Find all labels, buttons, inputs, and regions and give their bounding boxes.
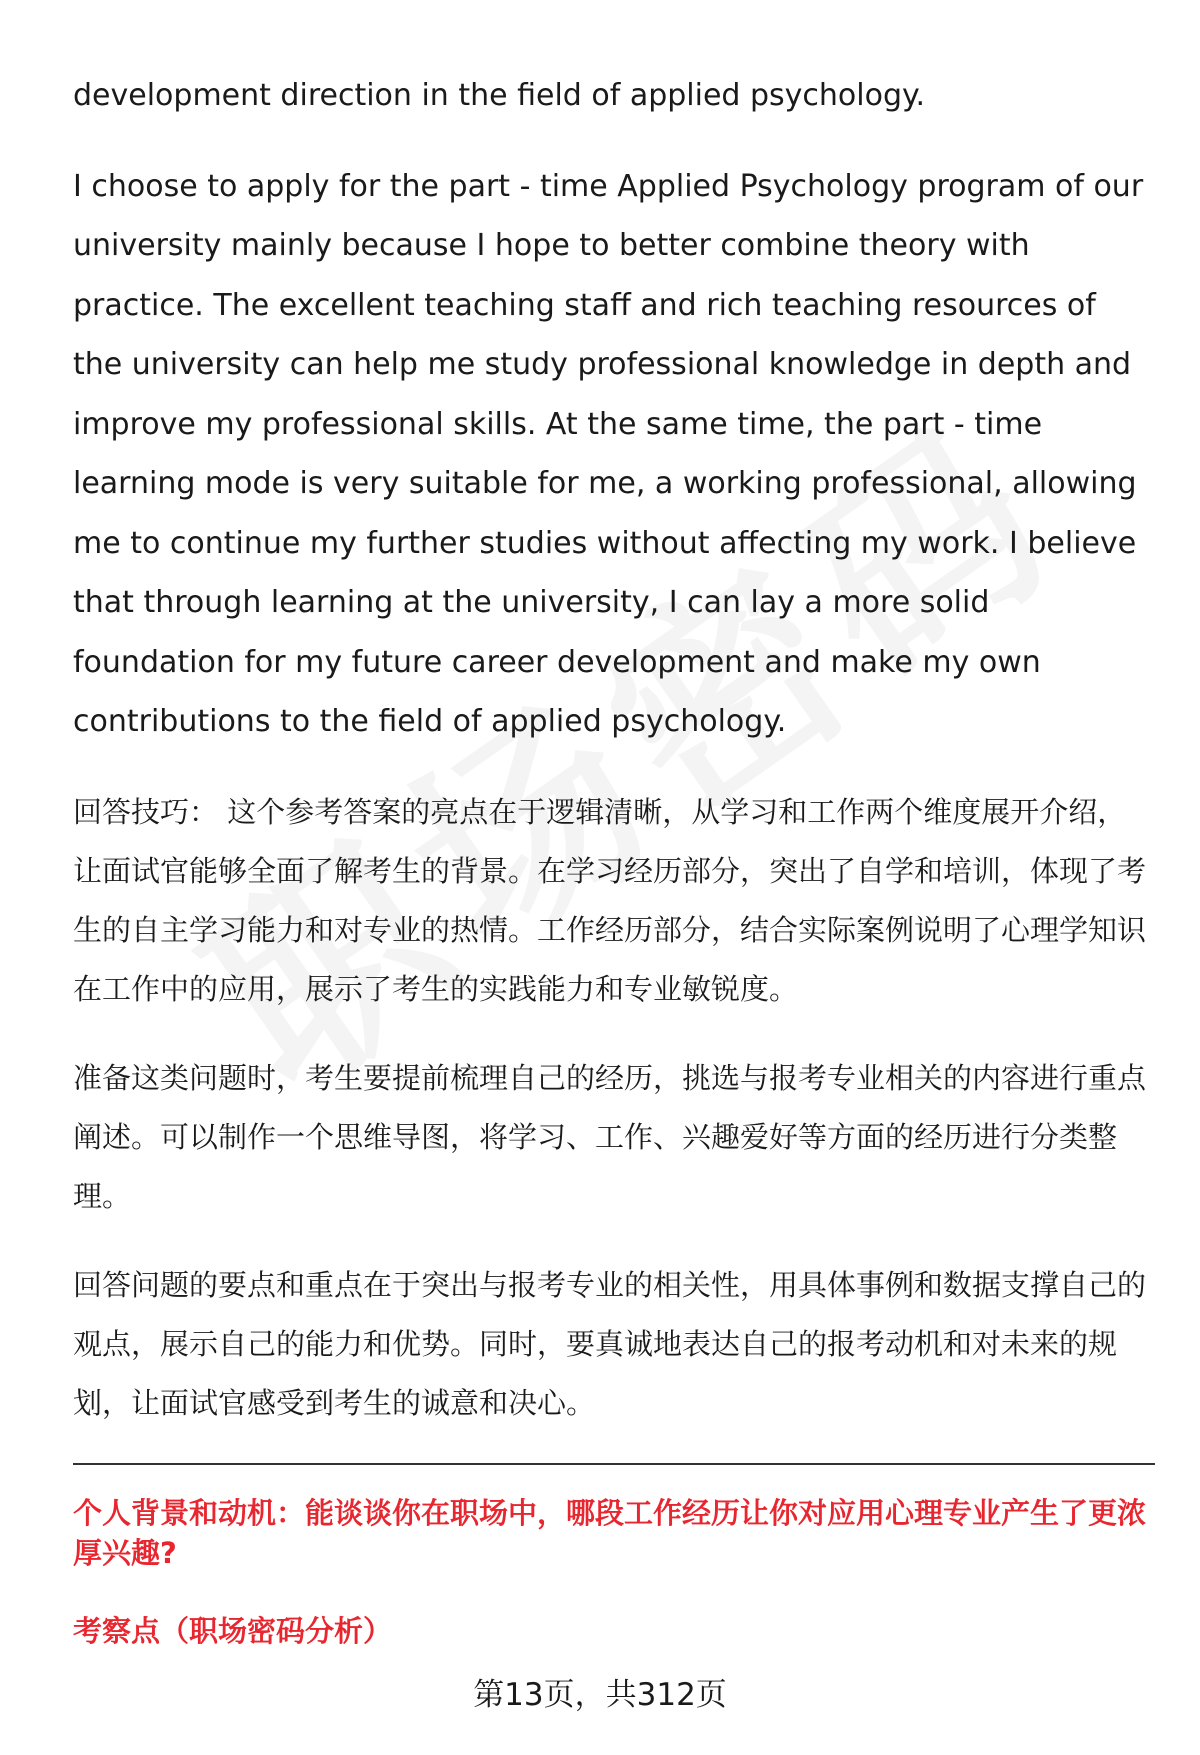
paragraph-en-2: I choose to apply for the part - time Applied Psychology program of our university mainly because I hope to better combine theory with practice. The excellent teaching staff and rich teaching resources of the university can help me study professional knowledge in depth and improve my professional skills. At the same time, the part - time learning mode is very suitable for me, a working professional, allowing me to continue my further studies without affecting my work. I believe that through learning at the university, I can lay a more solid foundation for my future career development and make my own contributions to the field of applied psychology. xyxy=(73,168,1144,739)
paragraph-en-1: development direction in the field of applied psychology. xyxy=(73,78,926,113)
question-heading: 个人背景和动机：能谈谈你在职场中，哪段工作经历让你对应用心理专业产生了更浓厚兴趣? xyxy=(73,1495,1147,1570)
assessment-subheading: 考察点（职场密码分析） xyxy=(73,1613,393,1648)
paragraph-answer-tips: 回答技巧： 这个参考答案的亮点在于逻辑清晰，从学习和工作两个维度展开介绍，让面试官能够全面了解考生的背景。在学习经历部分，突出了自学和培训，体现了考生的自主学习能力和对专业的热情。工作经历部分，结合实际案例说明了心理学知识在工作中的应用，展示了考生的实践能力和专业敏锐度。 xyxy=(73,794,1147,1006)
paragraph-key-points: 回答问题的要点和重点在于突出与报考专业的相关性，用具体事例和数据支撑自己的观点，展示自己的能力和优势。同时，要真诚地表达自己的报考动机和对未来的规划，让面试官感受到考生的诚意和决心。 xyxy=(73,1267,1147,1420)
page-footer: 第13页，共312页 xyxy=(473,1677,727,1713)
paragraph-preparation: 准备这类问题时，考生要提前梳理自己的经历，挑选与报考专业相关的内容进行重点阐述。可以制作一个思维导图，将学习、工作、兴趣爱好等方面的经历进行分类整理。 xyxy=(73,1060,1147,1213)
document-body xyxy=(73,66,1153,1651)
section-divider xyxy=(73,1463,1155,1465)
